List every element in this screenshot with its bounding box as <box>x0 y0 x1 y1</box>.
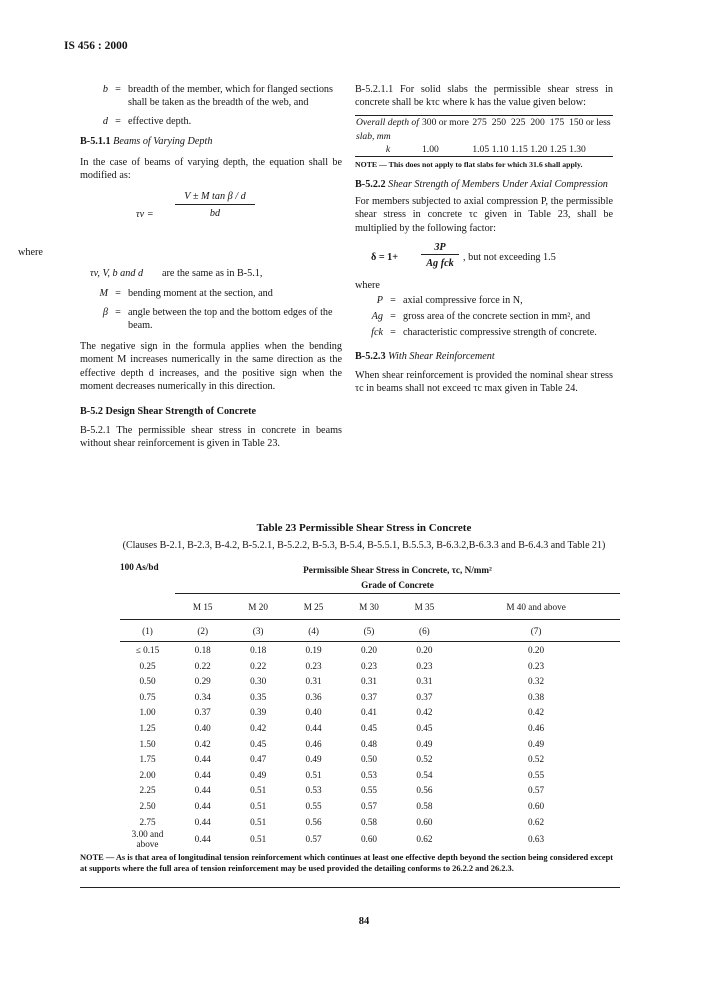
definition-Ag <box>355 310 613 323</box>
row-label: 1.75 <box>139 754 156 765</box>
shear-equation <box>80 188 342 238</box>
table-cell: 1.15 <box>511 143 528 155</box>
grade-cell: M 25 <box>286 594 341 620</box>
row-label: 0.25 <box>139 660 156 671</box>
row-label: 2.50 <box>139 800 156 811</box>
def-symbol: d <box>102 116 108 128</box>
table-cell: 0.44 <box>194 754 211 765</box>
table-cell: (1) <box>120 620 175 642</box>
def-equals: = <box>115 84 121 95</box>
table-cell: 0.60 <box>528 800 545 811</box>
section-heading-b511 <box>80 135 342 148</box>
table-cell: 0.30 <box>250 676 267 687</box>
table-row <box>355 143 613 157</box>
row-label: 0.75 <box>139 691 156 702</box>
table-cell: 0.49 <box>305 754 322 765</box>
delta-lhs: δ = 1+ <box>371 251 399 263</box>
def-symbol: P <box>376 295 383 307</box>
paragraph-b5211: B-5.2.1.1 For solid slabs the permissible shear stress in concrete shall be kτc where k has the value given below: <box>355 84 613 109</box>
table-cell: 0.60 <box>416 816 433 827</box>
divider <box>80 887 620 888</box>
table-cell: 0.22 <box>194 660 211 671</box>
section-heading-b523 <box>355 350 613 363</box>
table-cell: 0.46 <box>528 722 545 733</box>
table-cell: 0.39 <box>250 707 267 718</box>
table-row <box>120 783 620 799</box>
grade-row <box>120 594 620 620</box>
paragraph-b523: When shear reinforcement is provided the nominal shear stress τc in beams shall not exceed τc max given in Table 24. <box>355 369 613 395</box>
page-header: IS 456 : 2000 <box>64 40 128 52</box>
table-cell: (6) <box>397 620 452 642</box>
table-cell: 0.41 <box>360 707 378 718</box>
table-cell: 0.40 <box>305 707 322 718</box>
table-cell: (5) <box>341 620 396 642</box>
table-cell: 250 <box>491 116 510 143</box>
def-text: are the same as in B-5.1, <box>162 268 263 280</box>
row-label: 3.00 and above <box>131 829 164 850</box>
table-cell: 0.52 <box>528 754 545 765</box>
section-title: Beams of Varying Depth <box>113 135 213 147</box>
where-label: where <box>355 279 380 291</box>
def-symbol: fck <box>371 327 383 339</box>
table-cell: 0.53 <box>360 769 378 780</box>
row-label: 2.00 <box>139 769 156 780</box>
table-cell: 0.54 <box>416 769 433 780</box>
table-cell: 0.20 <box>360 644 378 655</box>
def-text: gross area of the concrete section in mm², and <box>403 311 591 323</box>
slab-factor-table <box>355 115 613 157</box>
table-cell: 0.44 <box>194 834 211 845</box>
table-cell: 0.37 <box>194 707 211 718</box>
table-cell: 0.56 <box>305 816 322 827</box>
row-header: 100 As/bd <box>120 562 159 572</box>
grade-cell: M 30 <box>341 594 396 620</box>
def-symbol: Ag <box>371 311 383 323</box>
table-cell: 0.49 <box>416 738 433 749</box>
definition-P <box>355 294 613 307</box>
definition-M <box>80 287 342 300</box>
table-cell: 0.45 <box>250 738 267 749</box>
table-cell: (4) <box>286 620 341 642</box>
table-row <box>120 673 620 689</box>
left-column <box>18 83 342 457</box>
table-cell: 0.57 <box>360 800 378 811</box>
table-cell: 0.44 <box>194 785 211 796</box>
table-cell: 0.34 <box>194 691 211 702</box>
definition-tau <box>80 267 342 280</box>
page-number: 84 <box>358 916 370 927</box>
section-number: B-5.2.2 <box>355 179 386 191</box>
table-cell: 0.31 <box>305 676 322 687</box>
table-cell: 0.19 <box>305 644 322 655</box>
table-caption: Table 23 Permissible Shear Stress in Concrete <box>256 522 472 534</box>
table-cell: 0.35 <box>250 691 267 702</box>
row-label: 2.25 <box>139 785 156 796</box>
table-cell: 0.23 <box>305 660 322 671</box>
table-cell: 0.44 <box>194 800 211 811</box>
table-row <box>120 720 620 736</box>
table-row <box>120 642 620 658</box>
table-clauses: (Clauses B-2.1, B-2.3, B-4.2, B-5.2.1, B-5.2.2, B-5.3, B-5.4, B-5.5.1, B.5.5.3, B-6.3.2,B-6.3.3 and B-6.4.3 and Table 21) <box>122 540 606 551</box>
def-symbol: b <box>102 84 108 95</box>
table-cell: 0.60 <box>360 834 378 845</box>
table-cell: 0.53 <box>305 785 322 796</box>
section-heading-b522 <box>355 178 613 191</box>
def-text: effective depth. <box>128 116 192 128</box>
table-cell: 0.18 <box>250 644 267 655</box>
table-cell: 0.40 <box>194 722 211 733</box>
delta-condition: , but not exceeding 1.5 <box>463 251 556 263</box>
table-cell: (7) <box>452 620 620 642</box>
table-cell: 0.38 <box>528 691 545 702</box>
table-cell: 0.55 <box>528 769 545 780</box>
definition-b <box>80 83 342 109</box>
table-cell: 1.10 <box>491 143 509 155</box>
column-number-row <box>120 620 620 642</box>
table-cell: 0.31 <box>416 676 433 687</box>
table-cell: 0.23 <box>360 660 378 671</box>
table-cell: 275 <box>471 116 490 143</box>
table-cell: 1.25 <box>549 143 567 155</box>
table-cell: 0.50 <box>360 754 378 765</box>
table-row <box>355 116 613 143</box>
section-number: B-5.1.1 <box>80 135 111 147</box>
def-equals: = <box>390 295 396 307</box>
table-cell: 0.44 <box>194 816 211 827</box>
table-cell: 0.55 <box>305 800 322 811</box>
table-cell <box>120 594 175 620</box>
right-column <box>355 83 613 401</box>
def-text: breadth of the member, which for flanged sections shall be taken as the breadth of the web, and <box>128 84 333 109</box>
table-row <box>120 751 620 767</box>
table-cell: 0.51 <box>305 769 322 780</box>
table-cell: 0.62 <box>528 816 545 827</box>
shear-stress-table <box>120 562 620 849</box>
section-number: B-5.2.3 <box>355 350 386 362</box>
table-row <box>120 705 620 721</box>
def-symbol: M <box>99 287 108 299</box>
table-cell: 0.20 <box>528 644 545 655</box>
table-cell: 0.57 <box>528 785 545 796</box>
def-equals: = <box>390 311 396 323</box>
table-row <box>120 829 620 849</box>
table-cell: 200 <box>529 116 548 143</box>
def-text: bending moment at the section, and <box>128 287 273 299</box>
table-cell: 1.00 <box>421 143 471 157</box>
section-title: Shear Strength of Members Under Axial Compression <box>388 179 608 191</box>
table-cell: 0.42 <box>416 707 433 718</box>
table-label: Overall depth of slab, mm <box>355 116 421 143</box>
table-cell: 0.45 <box>416 722 433 733</box>
def-equals: = <box>390 327 396 339</box>
def-symbol: β <box>102 306 108 318</box>
table-cell: 0.46 <box>305 738 322 749</box>
table-cell: 0.44 <box>194 769 211 780</box>
delta-equation <box>355 241 613 275</box>
table-cell: 0.52 <box>416 754 433 765</box>
def-equals: = <box>115 116 121 128</box>
grade-cell: M 35 <box>397 594 452 620</box>
grade-header: Grade of Concrete <box>175 578 620 594</box>
row-label: 2.75 <box>139 816 156 827</box>
table-header-row <box>120 562 620 578</box>
table-cell: 0.49 <box>250 769 267 780</box>
row-label: 1.50 <box>139 738 156 749</box>
table-cell: 0.42 <box>528 707 545 718</box>
row-label: 1.25 <box>139 722 156 733</box>
table-row <box>120 689 620 705</box>
table-row <box>120 736 620 752</box>
table-cell: 0.31 <box>360 676 378 687</box>
table-cell: 0.18 <box>194 644 211 655</box>
table-cell: 0.56 <box>416 785 433 796</box>
def-symbol: τv, V, b and d <box>90 268 144 280</box>
table-cell: 1.20 <box>530 143 548 155</box>
table-cell: 0.48 <box>360 738 378 749</box>
table-cell: 0.63 <box>528 834 545 845</box>
table-row <box>120 814 620 830</box>
equation-lhs: τv = <box>136 209 154 221</box>
group-header: Permissible Shear Stress in Concrete, τc, N/mm² <box>303 564 492 575</box>
table-cell: 0.20 <box>416 644 433 655</box>
table-row <box>120 798 620 814</box>
def-text: axial compressive force in N, <box>403 295 523 307</box>
slab-note: NOTE — This does not apply to flat slabs for which 31.6 shall apply. <box>355 160 583 170</box>
paragraph-b521: B-5.2.1 The permissible shear stress in concrete in beams without shear reinforcement is given in Table 23. <box>80 425 342 450</box>
table-cell: 150 or less <box>568 116 613 143</box>
table-cell: 0.22 <box>250 660 267 671</box>
paragraph-varying-depth: In the case of beams of varying depth, the equation shall be modified as: <box>80 156 342 182</box>
row-label: 1.00 <box>139 707 156 718</box>
table-cell: 0.58 <box>416 800 433 811</box>
paragraph-negative-sign: The negative sign in the formula applies when the bending moment M increases numerically in the same direction as the effective depth d increases, and the positive sign when the moment decreases numerically in this direction. <box>80 341 342 392</box>
table-cell: 0.37 <box>360 691 378 702</box>
table-cell: 300 or more <box>421 116 471 143</box>
table-cell: 0.42 <box>250 722 267 733</box>
where-label: where <box>18 247 43 259</box>
section-title: With Shear Reinforcement <box>388 350 495 362</box>
table-cell: 0.58 <box>360 816 378 827</box>
table-cell: 1.05 <box>472 143 490 155</box>
paragraph-b522: For members subjected to axial compression P, the permissible shear stress in concrete τc given in Table 23, shall be multiplied by the following factor: <box>355 196 613 234</box>
table-row <box>120 767 620 783</box>
table-cell: 0.51 <box>250 800 267 811</box>
table-cell: 0.51 <box>250 785 267 796</box>
table-cell: 0.57 <box>305 834 322 845</box>
equation-denominator: bd <box>209 208 221 220</box>
table-cell: 0.32 <box>528 676 545 687</box>
def-text: angle between the top and the bottom edges of the beam. <box>128 306 333 332</box>
table-cell: 0.49 <box>528 738 545 749</box>
table-cell: 0.51 <box>250 816 267 827</box>
grade-cell: M 20 <box>230 594 285 620</box>
definition-beta <box>80 306 342 332</box>
table-cell: 0.36 <box>305 691 322 702</box>
delta-denominator: Ag fck <box>426 258 454 270</box>
def-equals: = <box>115 287 121 299</box>
def-equals: = <box>115 306 121 318</box>
table-cell: 175 <box>549 116 568 143</box>
table-cell: 0.55 <box>360 785 378 796</box>
definition-d <box>80 115 342 128</box>
table-row <box>120 658 620 674</box>
table-cell: 0.23 <box>528 660 545 671</box>
grade-cell: M 40 and above <box>452 594 620 620</box>
table-cell: 0.42 <box>194 738 211 749</box>
table-label: k <box>355 143 421 157</box>
table-cell: 0.44 <box>305 722 322 733</box>
section-heading-b52: B-5.2 Design Shear Strength of Concrete <box>80 406 257 418</box>
table-cell: 0.51 <box>250 834 267 845</box>
definition-fck <box>355 326 613 339</box>
table-cell: 0.47 <box>250 754 267 765</box>
grade-cell: M 15 <box>175 594 230 620</box>
row-label: 0.50 <box>139 676 156 687</box>
table-note: NOTE — As is that area of longitudinal tension reinforcement which continues at least one effective depth beyond the section being considered except at supports where the full area of tension reinforcement may be used provided the detailing conforms to 26.2.2 and 26.2.3. <box>80 853 614 873</box>
table-cell: 0.29 <box>194 676 211 687</box>
row-label: ≤ 0.15 <box>135 644 160 655</box>
table-cell: (2) <box>175 620 230 642</box>
table-cell: 1.30 <box>568 143 613 157</box>
table-body <box>120 642 620 850</box>
def-text: characteristic compressive strength of concrete. <box>403 327 597 339</box>
table-cell: 225 <box>510 116 529 143</box>
table-cell: 0.62 <box>416 834 433 845</box>
table-header-row <box>120 578 620 594</box>
table-cell: 0.45 <box>360 722 378 733</box>
delta-numerator: 3P <box>421 241 459 255</box>
equation-numerator: V ± M tan β / d <box>175 190 255 205</box>
table-cell: (3) <box>230 620 285 642</box>
table-cell: 0.37 <box>416 691 433 702</box>
table-cell: 0.23 <box>416 660 433 671</box>
